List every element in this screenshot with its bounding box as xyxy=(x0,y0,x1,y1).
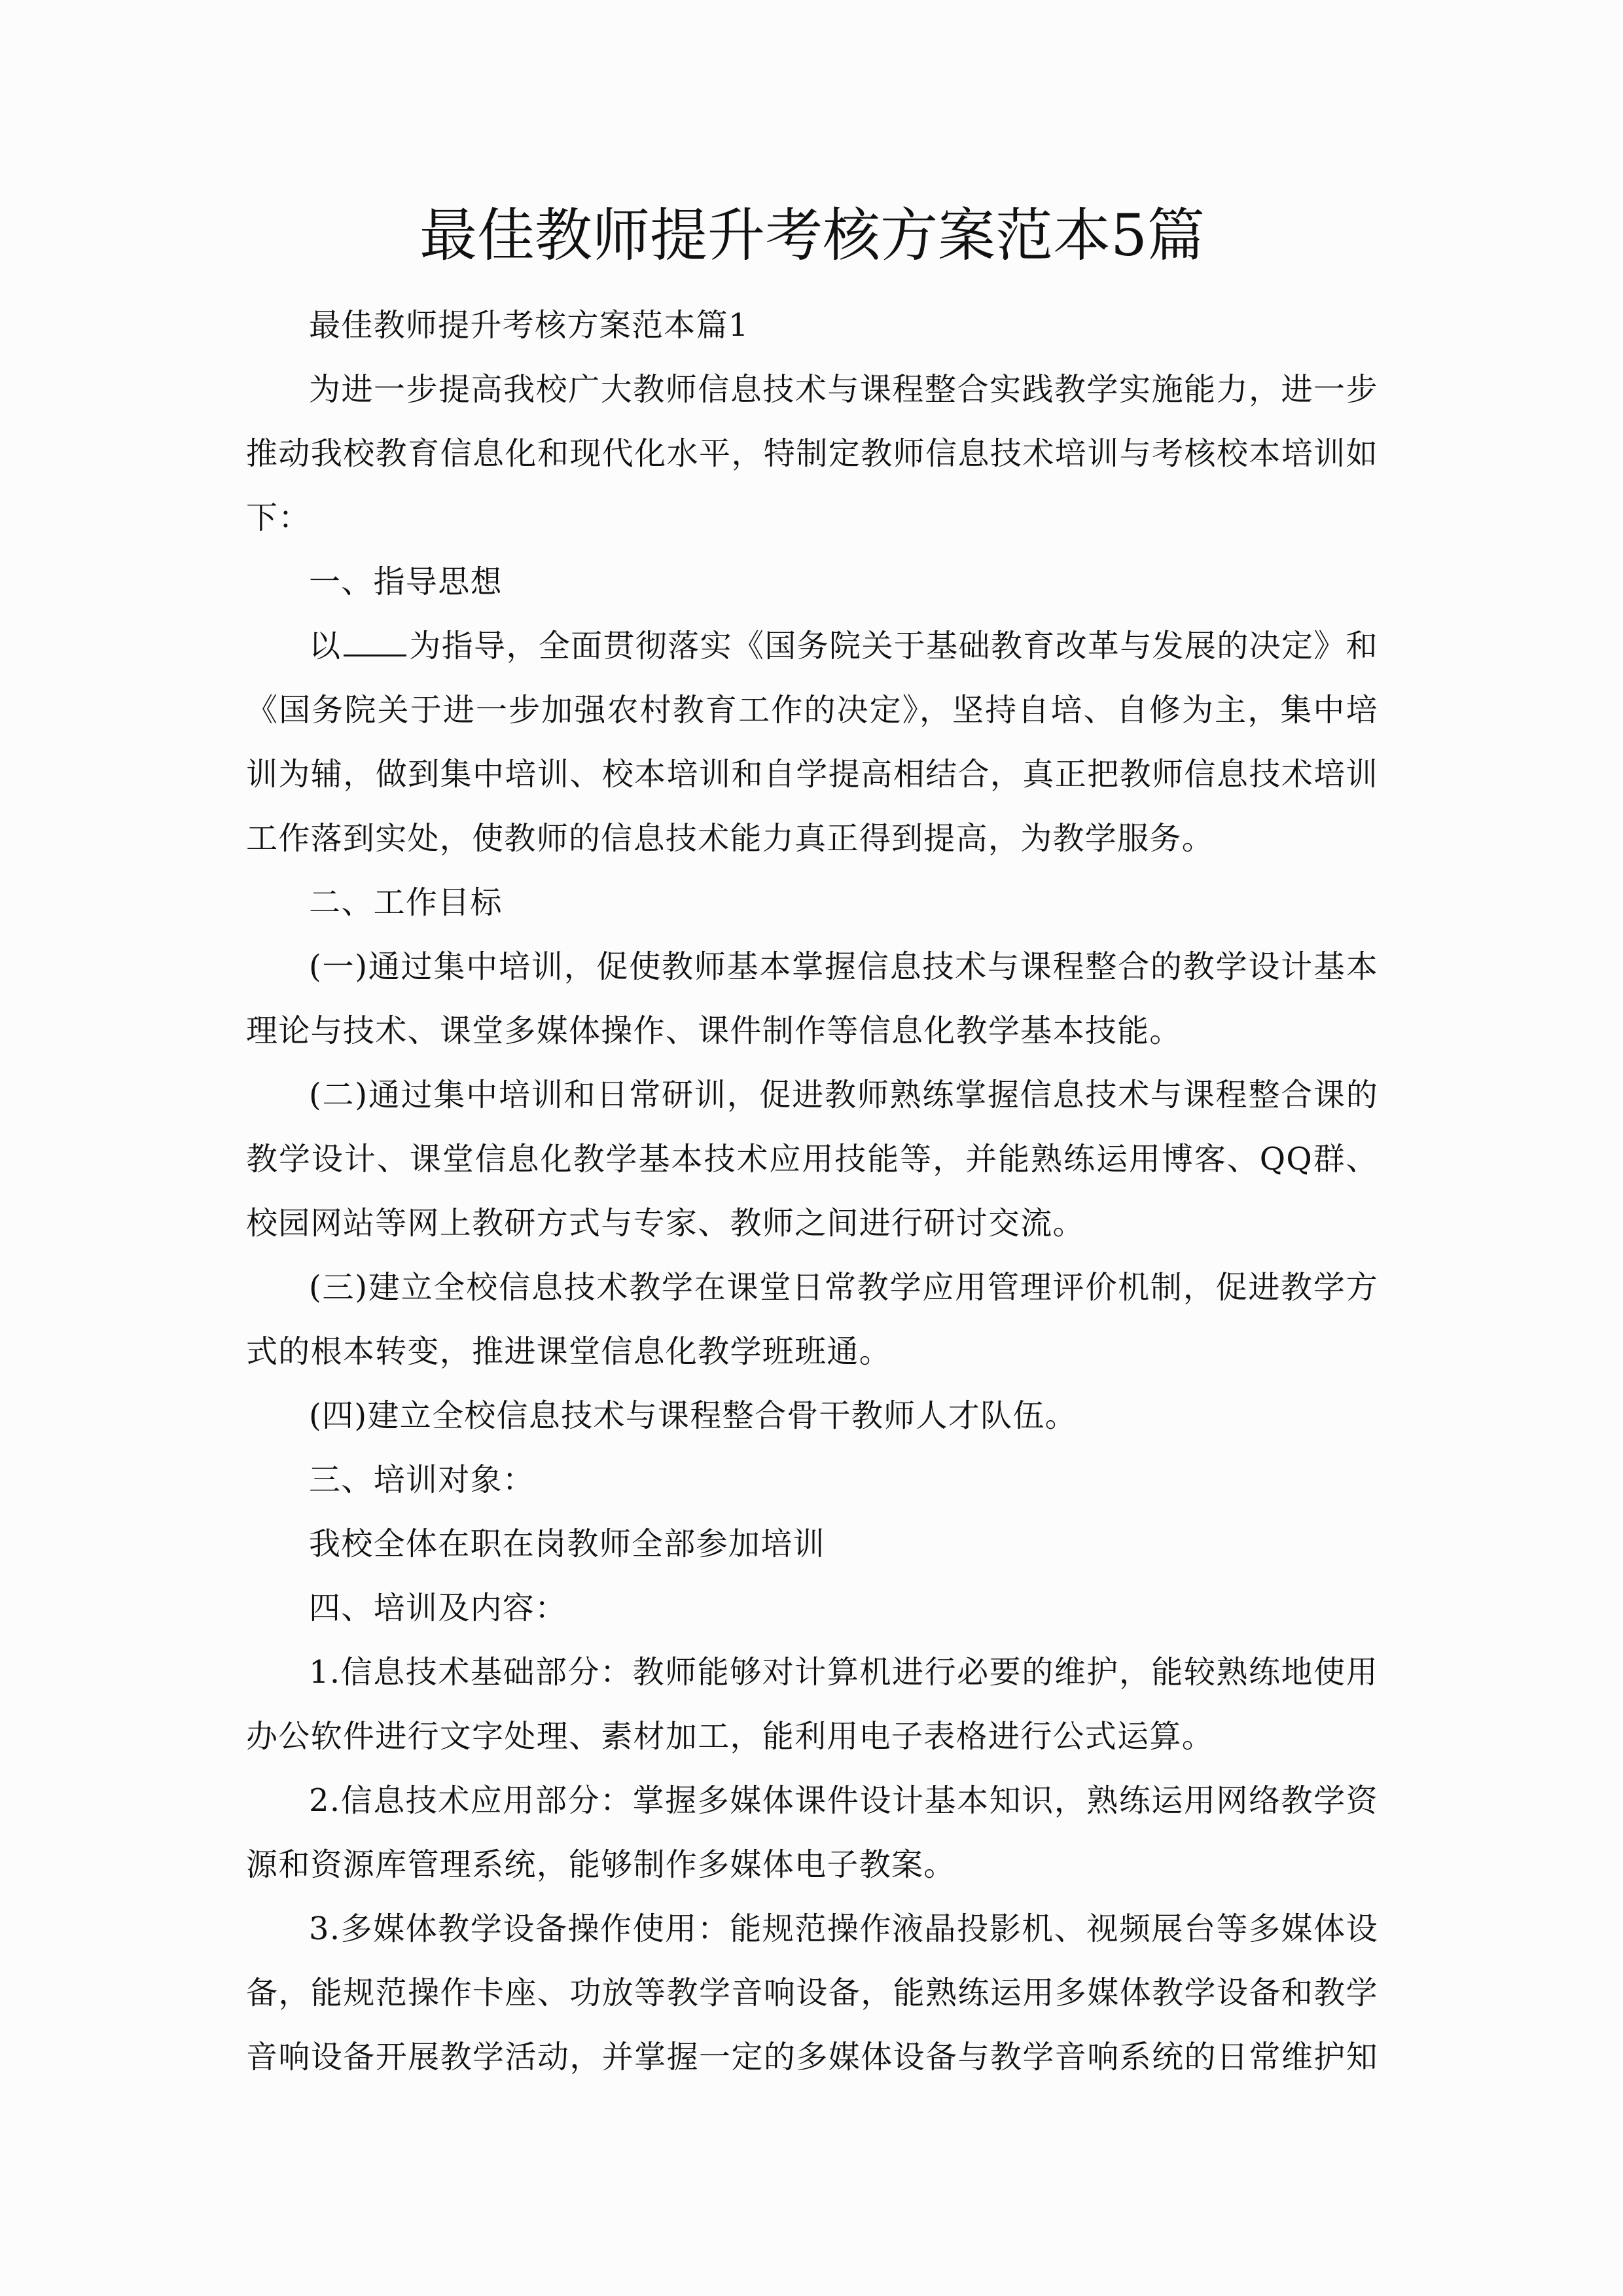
content-paragraph-2: 2.信息技术应用部分：掌握多媒体课件设计基本知识，熟练运用网络教学资源和资源库管理系统，能够制作多媒体电子教案。 xyxy=(246,1782,1378,1883)
document-body xyxy=(246,293,1378,2089)
goal-paragraph-4: (四)建立全校信息技术与课程整合骨干教师人才队伍。 xyxy=(309,1397,1077,1434)
content-paragraph-3: 3.多媒体教学设备操作使用：能规范操作液晶投影机、视频展台等多媒体设备，能规范操作卡座、功放等教学音响设备，能熟练运用多媒体教学设备和教学音响设备开展教学活动，并掌握一定的多媒体设备与教学音响系统的日常维护知 xyxy=(246,1910,1378,2075)
section-subtitle: 最佳教师提升考核方案范本篇1 xyxy=(309,307,749,344)
section-heading-training-content: 四、培训及内容： xyxy=(309,1590,567,1626)
fill-in-blank xyxy=(344,631,406,656)
section-heading-work-goals: 二、工作目标 xyxy=(309,884,503,921)
goal-paragraph-1: (一)通过集中培训，促使教师基本掌握信息技术与课程整合的教学设计基本理论与技术、课堂多媒体操作、课件制作等信息化教学基本技能。 xyxy=(246,948,1378,1049)
document-title: 最佳教师提升考核方案范本5篇 xyxy=(419,202,1205,269)
goal-paragraph-3: (三)建立全校信息技术教学在课堂日常教学应用管理评价机制，促进教学方式的根本转变，推进课堂信息化教学班班通。 xyxy=(246,1269,1378,1370)
intro-paragraph: 为进一步提高我校广大教师信息技术与课程整合实践教学实施能力，进一步推动我校教育信息化和现代化水平，特制定教师信息技术培训与考核校本培训如下： xyxy=(246,371,1378,536)
text-before-blank: 以 xyxy=(309,628,342,664)
section-heading-training-target: 三、培训对象： xyxy=(309,1462,535,1498)
goal-paragraph-2: (二)通过集中培训和日常研训，促进教师熟练掌握信息技术与课程整合课的教学设计、课堂信息化教学基本技术应用技能等，并能熟练运用博客、QQ群、校园网站等网上教研方式与专家、教师之间进行研讨交流。 xyxy=(246,1077,1378,1242)
content-paragraph-1: 1.信息技术基础部分：教师能够对计算机进行必要的维护，能较熟练地使用办公软件进行文字处理、素材加工，能利用电子表格进行公式运算。 xyxy=(246,1654,1378,1755)
training-target-paragraph: 我校全体在职在岗教师全部参加培训 xyxy=(309,1526,825,1562)
guiding-ideology-paragraph xyxy=(246,614,1378,870)
section-heading-guiding-ideology: 一、指导思想 xyxy=(309,564,503,600)
text-after-blank: 为指导，全面贯彻落实《国务院关于基础教育改革与发展的决定》和《国务院关于进一步加强农村教育工作的决定》，坚持自培、自修为主，集中培训为辅，做到集中培训、校本培训和自学提高相结合，真正把教师信息技术培训工作落到实处，使教师的信息技术能力真正得到提高，为教学服务。 xyxy=(246,628,1378,857)
